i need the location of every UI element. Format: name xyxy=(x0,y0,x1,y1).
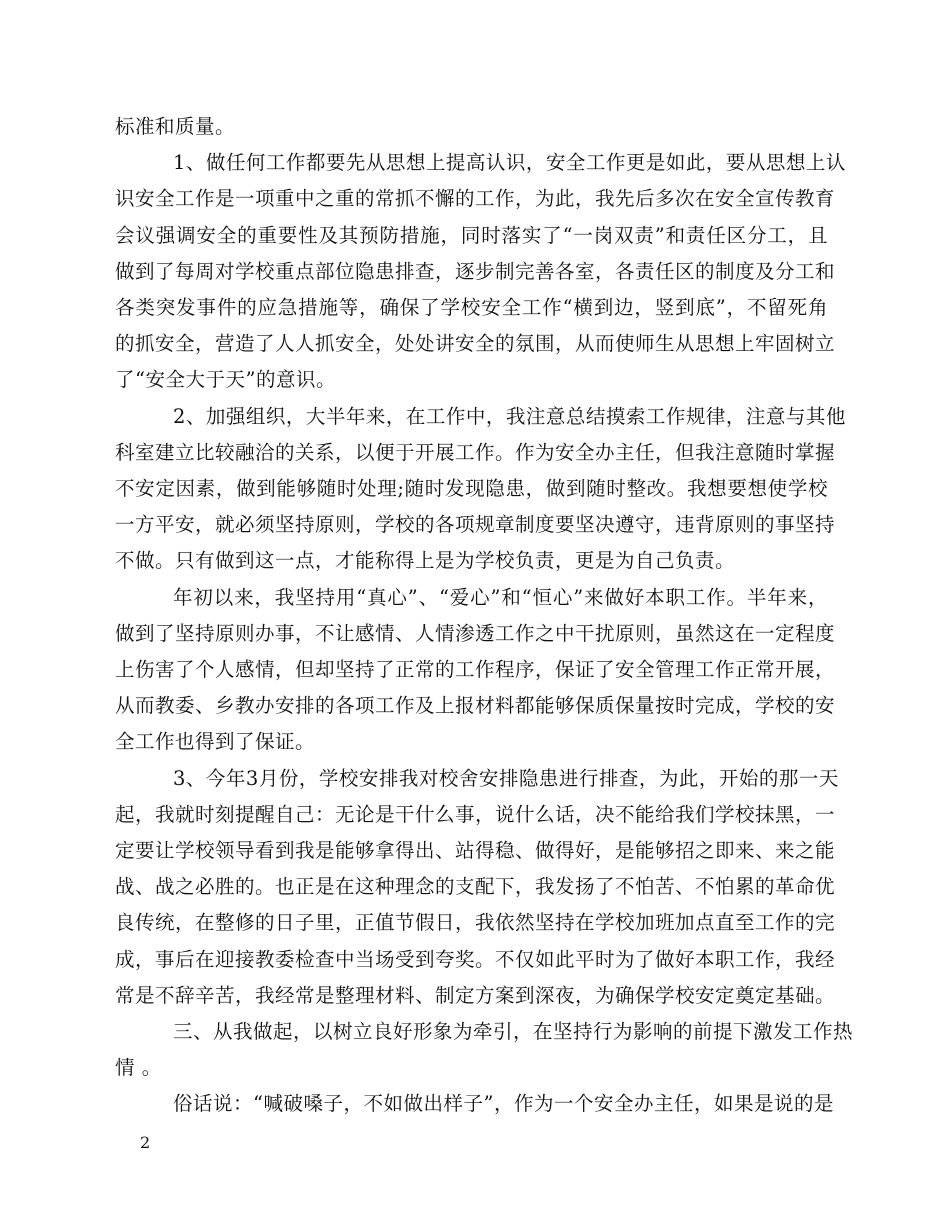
text-line: 1、做任何工作都要先从思想上提高认识，安全工作更是如此，要从思想上认 xyxy=(173,151,846,175)
text-line: 三、从我做起，以树立良好形象为牵引，在坚持行为影响的前提下激发工作热 xyxy=(173,1020,854,1043)
text-line: 识安全工作是一项重中之重的常抓不懈的工作，为此，我先后多次在安全宣传教育 xyxy=(115,187,836,211)
text-line: 俗话说：“喊破嗓子，不如做出样子”，作为一个安全办主任，如果是说的是 xyxy=(173,1092,834,1116)
text-line: 上伤害了个人感情，但却坚持了正常的工作程序，保证了安全管理工作正常开展， xyxy=(115,658,836,681)
text-line: 了“安全大于天”的意识。 xyxy=(115,368,336,392)
text-line: 起，我就时刻提醒自己：无论是干什么事，说什么话，决不能给我们学校抹黑，一 xyxy=(115,802,836,826)
text-line: 会议强调安全的重要性及其预防措施，同时落实了“一岗双责”和责任区分工，且 xyxy=(115,223,828,247)
text-line: 战、战之必胜的。也正是在这种理念的支配下，我发扬了不怕苦、不怕累的革命优 xyxy=(115,875,836,899)
text-line: 2、加强组织，大半年来，在工作中，我注意总结摸索工作规律，注意与其他 xyxy=(173,404,846,428)
text-line: 从而教委、乡教办安排的各项工作及上报材料都能够保质保量按时完成，学校的安 xyxy=(115,694,836,718)
text-line: 各类突发事件的应急措施等，确保了学校安全工作“横到边，竖到底”，不留死角 xyxy=(115,296,828,319)
text-line: 常是不辞辛苦，我经常是整理材料、制定方案到深夜，为确保学校安定奠定基础。 xyxy=(115,983,836,1007)
text-line: 不安定因素，做到能够随时处理;随时发现隐患，做到随时整改。我想要想使学校 xyxy=(115,477,828,500)
text-line: 做到了坚持原则办事，不让感情、人情渗透工作之中干扰原则，虽然这在一定程度 xyxy=(115,621,836,645)
text-line: 科室建立比较融洽的关系，以便于开展工作。作为安全办主任，但我注意随时掌握 xyxy=(115,440,836,464)
text-line: 标准和质量。 xyxy=(115,115,236,138)
text-line: 的抓安全，营造了人人抓安全，处处讲安全的氛围，从而使师生从思想上牢固树立 xyxy=(115,332,836,356)
text-line: 良传统，在整修的日子里，正值节假日，我依然坚持在学校加班加点直至工作的完 xyxy=(115,911,836,935)
page-number: 2 xyxy=(140,1133,151,1152)
text-line: 年初以来，我坚持用“真心”、“爱心”和“恒心”来做好本职工作。半年来， xyxy=(173,585,828,609)
text-line: 情 。 xyxy=(115,1056,162,1080)
text-line: 成，事后在迎接教委检查中当场受到夸奖。不仅如此平时为了做好本职工作，我经 xyxy=(115,947,836,971)
text-line: 做到了每周对学校重点部位隐患排查，逐步制完善各室，各责任区的制度及分工和 xyxy=(115,259,836,283)
text-line: 定要让学校领导看到我是能够拿得出、站得稳、做得好，是能够招之即来、来之能 xyxy=(115,839,836,862)
text-line: 3、今年3月份，学校安排我对校舍安排隐患进行排查，为此，开始的那一天 xyxy=(173,766,839,790)
text-line: 不做。只有做到这一点，才能称得上是为学校负责，更是为自己负责。 xyxy=(115,549,736,573)
text-line: 全工作也得到了保证。 xyxy=(115,730,316,754)
text-line: 一方平安，就必须坚持原则，学校的各项规章制度要坚决遵守，违背原则的事坚持 xyxy=(115,513,836,537)
